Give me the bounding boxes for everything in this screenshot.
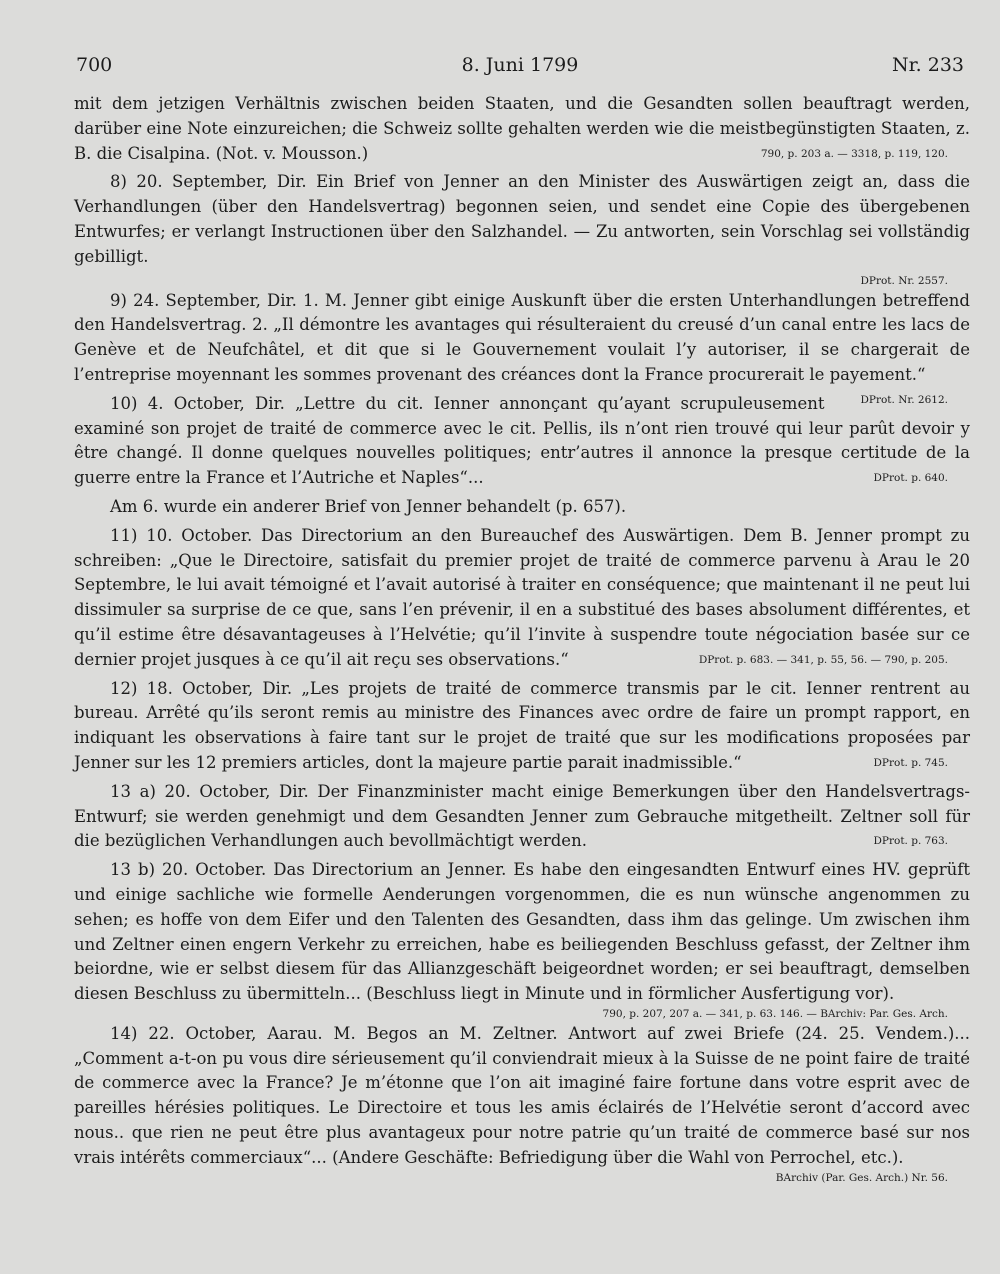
paragraph (74, 289, 970, 406)
paragraph (74, 780, 970, 854)
archive-reference: DProt. p. 763. (873, 835, 948, 848)
paragraph (74, 858, 970, 1007)
page-number: 700 (76, 54, 113, 76)
document-number: Nr. 233 (892, 54, 964, 76)
archive-reference: DProt. Nr. 2612. (860, 393, 948, 406)
paragraph (74, 495, 970, 520)
archive-reference: DProt. p. 683. — 341, p. 55, 56. — 790, p. 205. (698, 653, 948, 666)
paragraph-text: 12) 18. October, Dir. „Les projets de traité de commerce transmis par le cit. Ienner rentrent au bureau. Arrêté qu’ils seront remis au ministre des Finances avec ordre de faire un prompt rapport, en indiquant les observations à faire tant sur le projet de traité que sur les modifications proposées par Jenner sur les 12 premiers articles, dont la majeure partie parait inadmissible.“ (74, 678, 970, 772)
paragraph-text: Am 6. wurde ein anderer Brief von Jenner behandelt (p. 657). (110, 496, 627, 516)
paragraph-text: 13 b) 20. October. Das Directorium an Jenner. Es habe den eingesandten Entwurf eines HV. geprüft und einige sachliche wie formelle Aenderungen vorgenommen, die es nun wünsche angenommen zu sehen; es hoffe von dem Eifer und den Talenten des Gesandten, dass ihm das gelinge. Um zwischen ihm und Zeltner einen engern Verkehr zu erreichen, habe es beiliegenden Beschluss gefasst, der Zeltner ihm beiordne, wie er selbst diesem für das Allianzgeschäft beigeordnet worden; er sei beauftragt, demselben diesen Beschluss zu übermitteln... (Beschluss liegt in Minute und in förmlicher Ausfertigung vor). (74, 860, 970, 1004)
header-date: 8. Juni 1799 (461, 54, 579, 76)
paragraph-text: 11) 10. October. Das Directorium an den Bureauchef des Auswärtigen. Dem B. Jenner prompt zu schreiben: „Que le Directoire, satisfait du premier projet de traité de commerce parvenu à Arau le 20 Septembre, le lui avait témoigné et l’avait autorisé à traiter en conséquence; que maintenant il ne peut lui dissimuler sa surprise de ce que, sans l’en prévenir, il en a substitué des bases absolument différentes, et qu’il estime être désavantageuses à l’Helvétie; qu’il l’invite à suspendre toute négociation basée sur ce dernier projet jusques à ce qu’il ait reçu ses observations.“ (74, 525, 970, 669)
document-body (74, 92, 970, 1186)
paragraph (74, 677, 970, 776)
paragraph-text: 13 a) 20. October, Dir. Der Finanzminister macht einige Bemerkungen über den Handelsvertrags-Entwurf; sie werden genehmigt und dem Gesandten Jenner zum Gebrauche mitgetheilt. Zeltner soll für die bezüglichen Verhandlungen auch bevollmächtigt werden. (74, 781, 970, 851)
paragraph-text: 10) 4. October, Dir. „Lettre du cit. Ienner annonçant qu’ayant scrupuleusement examiné son projet de traité de commerce avec le cit. Pellis, ils n’ont rien trouvé qui leur parût devoir y être changé. Il donne quelques nouvelles politiques; entr’autres il annonce la presque certitude de la guerre entre la France et l’Autriche et Naples“... (74, 393, 970, 488)
paragraph (74, 92, 970, 166)
page-header (76, 54, 964, 88)
paragraph (74, 170, 970, 269)
paragraph-text: 9) 24. September, Dir. 1. M. Jenner gibt einige Auskunft über die ersten Unterhandlungen betreffend den Handelsvertrag. 2. „Il démontre les avantages qui résulteraient du creusé d’un canal entre les lacs de Genève et de Neufchâtel, et dit que si le Gouvernement voulait l’y autoriser, il se chargerait de l’entreprise moyennant les sommes provenant des créances dont la France procurerait le payement.“ (74, 290, 970, 384)
archive-reference: BArchiv (Par. Ges. Arch.) Nr. 56. (775, 1171, 948, 1184)
paragraph (74, 524, 970, 673)
paragraph-text: mit dem jetzigen Verhältnis zwischen beiden Staaten, und die Gesandten sollen beauftragt werden, darüber eine Note einzureichen; die Schweiz sollte gehalten werden wie die meistbegünstigten Staaten, z. B. die Cisalpina. (Not. v. Mousson.) (74, 94, 970, 163)
paragraph-text: 14) 22. October, Aarau. M. Begos an M. Zeltner. Antwort auf zwei Briefe (24. 25. Vendem.)... „Comment a-t-on pu vous dire sérieusement qu’il conviendrait mieux à la Suisse de ne point faire de traité de commerce avec la France? Je m’étonne que l’on ait imaginé faire fortune dans votre esprit avec de pareilles hérésies politiques. Le Directoire et tous les amis éclairés de l’Helvétie seront d’accord avec nous.. que rien ne peut être plus avantageux pour notre patrie qu’un traité de commerce basé sur nos vrais intérêts commerciaux“... (Andere Geschäfte: Befriedigung über die Wahl von Perrochel, etc.). (74, 1023, 970, 1167)
archive-reference: DProt. p. 640. (873, 472, 948, 485)
archive-reference: 790, p. 203 a. — 3318, p. 119, 120. (760, 147, 948, 160)
paragraph-text: 8) 20. September, Dir. Ein Brief von Jenner an den Minister des Auswärtigen zeigt an, dass die Verhandlungen (über den Handelsvertrag) begonnen seien, und sendet eine Copie des übergebenen Entwurfes; er verlangt Instructionen über den Salzhandel. — Zu antworten, sein Vorschlag sei vollständig gebilligt. (74, 172, 970, 266)
archive-reference: DProt. p. 745. (873, 756, 948, 769)
archive-reference: 790, p. 207, 207 a. — 341, p. 63. 146. — BArchiv: Par. Ges. Arch. (602, 1007, 948, 1020)
paragraph (74, 1022, 970, 1171)
archive-reference: DProt. Nr. 2557. (860, 274, 948, 287)
